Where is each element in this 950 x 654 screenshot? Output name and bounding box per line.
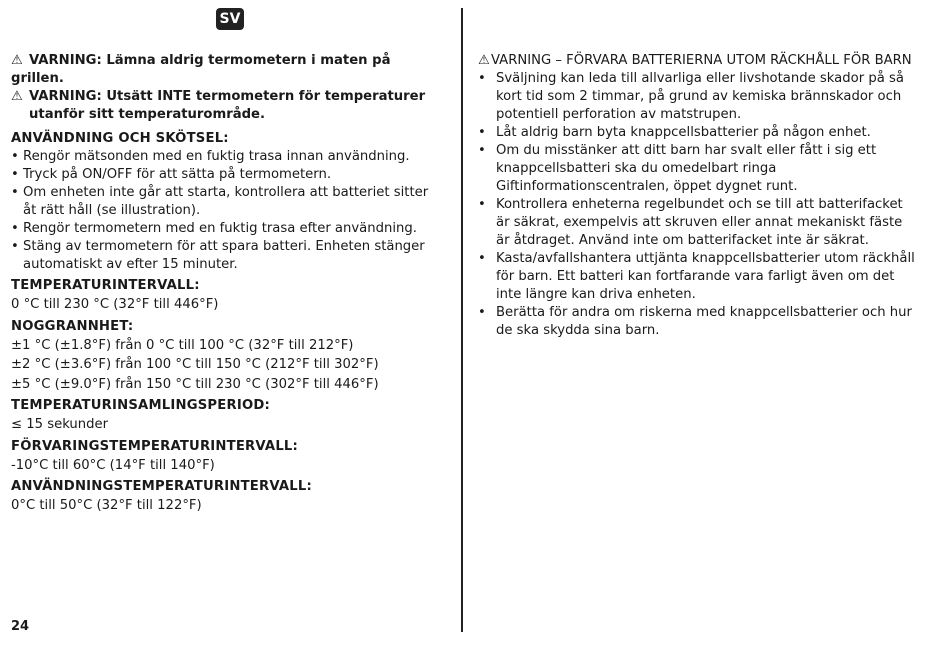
warning-icon: ⚠ xyxy=(478,53,490,68)
list-item: • Låt aldrig barn byta knappcellsbatterier på någon enhet. xyxy=(478,124,918,142)
accuracy-heading: NOGGRANNHET: xyxy=(11,318,134,334)
warning-grill xyxy=(11,52,441,88)
operating-heading: ANVÄNDNINGSTEMPERATURINTERVALL: xyxy=(11,479,312,494)
operating-value: 0°C till 50°C (32°F till 122°F) xyxy=(11,498,202,513)
warning-range xyxy=(11,88,441,106)
storage-heading: FÖRVARINGSTEMPERATURINTERVALL: xyxy=(11,438,299,454)
list-item: • Kasta/avfallshantera uttjänta knappcellsbatterier utom räckhåll för barn. Ett batteri kan fortfarande vara farligt även om det inte längre kan driva enheten. xyxy=(478,250,918,304)
list-item: • Rengör termometern med en fuktig trasa efter användning. xyxy=(11,220,441,238)
range-value: 0 °C till 230 °C (32°F till 446°F) xyxy=(11,297,219,312)
right-column xyxy=(478,52,918,340)
warning-icon: ⚠ xyxy=(11,89,23,104)
page-number: 24 xyxy=(11,619,30,634)
battery-warning-title xyxy=(478,52,918,70)
sampling-heading: TEMPERATURINSAMLINGSPERIOD: xyxy=(11,398,271,413)
list-item: • Rengör mätsonden med en fuktig trasa innan användning. xyxy=(11,148,441,166)
list-item: • Berätta för andra om riskerna med knappcellsbatterier och hur de ska skydda sina barn. xyxy=(478,304,918,340)
usage-heading: ANVÄNDNING OCH SKÖTSEL: xyxy=(11,131,229,146)
list-item: • Tryck på ON/OFF för att sätta på termometern. xyxy=(11,166,441,184)
list-item: • Stäng av termometern för att spara batteri. Enheten stänger automatiskt av efter 15 minuter. xyxy=(11,238,441,274)
warning-text: VARNING: Lämna aldrig termometern i maten på grillen. xyxy=(11,53,391,86)
warning-icon: ⚠ xyxy=(11,53,23,68)
language-badge: SV xyxy=(216,8,244,30)
list-item: • Kontrollera enheterna regelbundet och se till att batterifacket är säkrat, exempelvis att skruven eller annat mekaniskt fäste är åtdraget. Använd inte om batterifacket inte är säkrat. xyxy=(478,196,918,250)
warning-range-continued: utanför sitt temperaturområde. xyxy=(29,107,266,122)
range-heading: TEMPERATURINTERVALL: xyxy=(11,278,200,293)
left-column xyxy=(11,52,441,516)
list-item: • Sväljning kan leda till allvarliga eller livshotande skador på så kort tid som 2 timmar, på grund av kemiska brännskador och potentiell perforation av matstrupen. xyxy=(478,70,918,124)
sampling-value: ≤ 15 sekunder xyxy=(11,417,109,432)
accuracy-line: ±1 °C (±1.8°F) från 0 °C till 100 °C (32°F till 212°F) xyxy=(11,337,354,353)
usage-list xyxy=(11,148,441,274)
column-divider xyxy=(461,8,463,632)
accuracy-line: ±5 °C (±9.0°F) från 150 °C till 230 °C (302°F till 446°F) xyxy=(11,376,379,392)
battery-warning-text: VARNING – FÖRVARA BATTERIERNA UTOM RÄCKHÅLL FÖR BARN xyxy=(491,53,912,68)
battery-warning-list xyxy=(478,70,918,340)
warning-text: VARNING: Utsätt INTE termometern för temperaturer xyxy=(29,89,426,104)
list-item: • Om enheten inte går att starta, kontrollera att batteriet sitter åt rätt håll (se illustration). xyxy=(11,184,441,220)
storage-value: -10°C till 60°C (14°F till 140°F) xyxy=(11,457,215,473)
accuracy-line: ±2 °C (±3.6°F) från 100 °C till 150 °C (212°F till 302°F) xyxy=(11,357,379,372)
list-item: • Om du misstänker att ditt barn har svalt eller fått i sig ett knappcellsbatteri ska du omedelbart ringa Giftinformationscentralen, öppet dygnet runt. xyxy=(478,142,918,196)
